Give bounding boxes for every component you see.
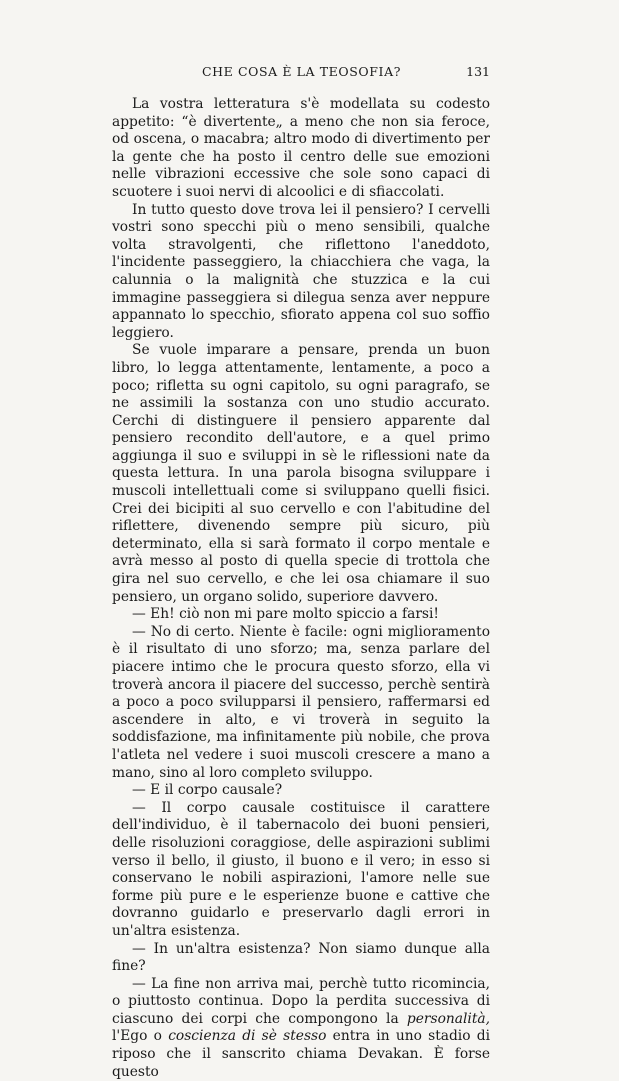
dialogue-line: — Eh! ciò non mi pare molto spiccio a farsi! [132,606,439,623]
dialogue-line: — No di certo. Niente è facile: ogni miglioramento è il risultato di uno sforzo; ma, senza parlare del piacere intimo che le procura questo sforzo, ella vi troverà ancora il piacere del successo, perchè sentirà a poco a poco svilupparsi il pensiero, raffermarsi ed ascendere in alto, e vi troverà in seguito la soddisfazione, ma infinitamente più nobile, che prova l'atleta nel vedere i suoi muscoli crescere a mano a mano, sino al loro completo sviluppo. [112,623,490,781]
running-title: CHE COSA È LA TEOSOFIA? [202,64,401,79]
paragraph: In tutto questo dove trova lei il pensiero? I cervelli vostri sono specchi più o meno sensibili, qualche volta stravolgenti, che riflettono l'aneddoto, l'incidente passeggiero, la chiacchiera che vaga, la calunnia o la malignità che stuzzica e la cui immagine passeggiera si dilegua senza aver neppure appannato lo specchio, sfiorato appena col suo soffio leggiero. [112,201,490,341]
body-text [112,96,490,1081]
text-run: l'Ego o [112,1028,169,1045]
page-header [112,64,490,84]
paragraph: Se vuole imparare a pensare, prenda un buon libro, lo legga attentamente, lentamente, a poco a poco; rifletta su ogni capitolo, su ogni paragrafo, se ne assimili la sostanza con uno studio accurato. Cerchi di distinguere il pensiero apparente dal pensiero recondito dell'autore, e a quel primo aggiunga il suo e sviluppi in sè le riflessioni nate da questa lettura. In una parola bisogna sviluppare i muscoli intellettuali come si sviluppano quelli fisici. Crei dei bicipiti al suo cervello e con l'abitudine del riflettere, divenendo sempre più sicuro, più determinato, ella si sarà formato il corpo mentale e avrà messo al posto di quella specie di trottola che gira nel suo cervello, e che lei osa chiamare il suo pensiero, un organo solido, superiore davvero. [112,342,490,605]
text-run: — La fine non arriva mai, perchè tutto ricomincia, o piuttosto continua. Dopo la perdita successiva di ciascuno dei corpi che compongono la [112,975,490,1027]
italic-term: coscienza di sè stesso [168,1028,327,1045]
dialogue-line [112,976,490,1081]
dialogue-line: — Il corpo causale costituisce il carattere dell'individuo, è il tabernacolo dei buoni pensieri, delle risoluzioni coraggiose, delle aspirazioni sublimi verso il bello, il giusto, il buono e il vero; in esso si conservano le nobili aspirazioni, l'amore nelle sue forme più pure e le esperienze buone e cattive che dovranno guidarlo e preservarlo dagli errori in un'altra esistenza. [112,799,490,939]
italic-term: personalità, [406,1010,490,1027]
page-number: 131 [466,64,490,79]
dialogue-line: — In un'altra esistenza? Non siamo dunque alla fine? [112,940,490,975]
dialogue-line: — E il corpo causale? [132,782,283,799]
paragraph: La vostra letteratura s'è modellata su codesto appetito: “è divertente„ a meno che non sia feroce, od oscena, o macabra; altro modo di divertimento per la gente che ha posto il centro delle sue emozioni nelle vibrazioni eccessive che sole sono capaci di scuotere i suoi nervi di alcoolici e di sfiaccolati. [112,96,490,200]
text-run: entra in uno stadio di riposo che il sanscrito chiama Devakan. È forse questo [112,1028,490,1080]
